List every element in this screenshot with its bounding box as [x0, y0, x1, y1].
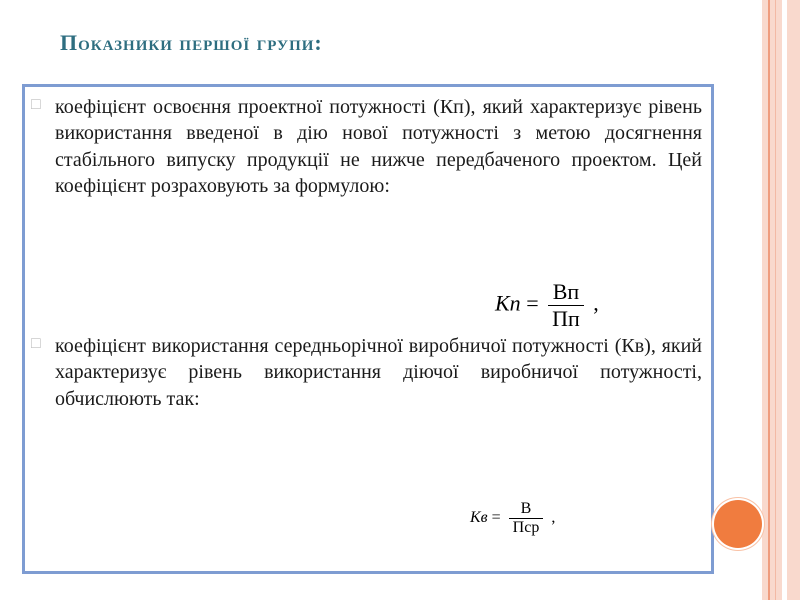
- bullet-text: коефіцієнт освоєння проектної потужності (Кп), який характеризує рівень використання введеної в дію нової потужності з метою досягнення стабільного випуску продукції не нижче передбаченого проектом. Цей коефіцієнт розраховують за формулою:: [55, 96, 702, 198]
- formula-lhs: Kв: [470, 509, 488, 527]
- formula-lhs: Kп: [495, 290, 521, 316]
- formula-comma: ,: [593, 290, 599, 316]
- formula-fraction: [548, 279, 584, 332]
- slide-title: Показники першої групи:: [60, 30, 323, 55]
- side-stripe: [775, 0, 776, 600]
- bullet-text: коефіцієнт використання середньорічної виробничої потужності (Кв), який характеризує рівень використання діючої виробничої потужності, обчислюють так:: [55, 335, 702, 410]
- bullet-item: [31, 333, 702, 412]
- formula-equals: =: [526, 290, 539, 316]
- decorative-orange-circle-icon: [714, 500, 762, 548]
- formula-denominator: Пп: [552, 306, 580, 331]
- decorative-side-border: [762, 0, 800, 600]
- formula-equals: =: [491, 509, 501, 527]
- bullet-item: [31, 94, 702, 200]
- formula-capacity-development: [495, 279, 599, 332]
- formula-comma: ,: [551, 509, 556, 527]
- formula-fraction: [509, 500, 544, 537]
- formula-denominator: Пср: [512, 519, 540, 536]
- formula-numerator: В: [509, 500, 544, 519]
- side-stripe: [782, 0, 787, 600]
- content-box: [22, 84, 714, 574]
- formula-numerator: Вп: [548, 279, 584, 306]
- bullet-marker-icon: □: [31, 335, 41, 352]
- bullet-marker-icon: □: [31, 96, 41, 113]
- side-stripe: [768, 0, 770, 600]
- formula-capacity-usage: [470, 500, 555, 537]
